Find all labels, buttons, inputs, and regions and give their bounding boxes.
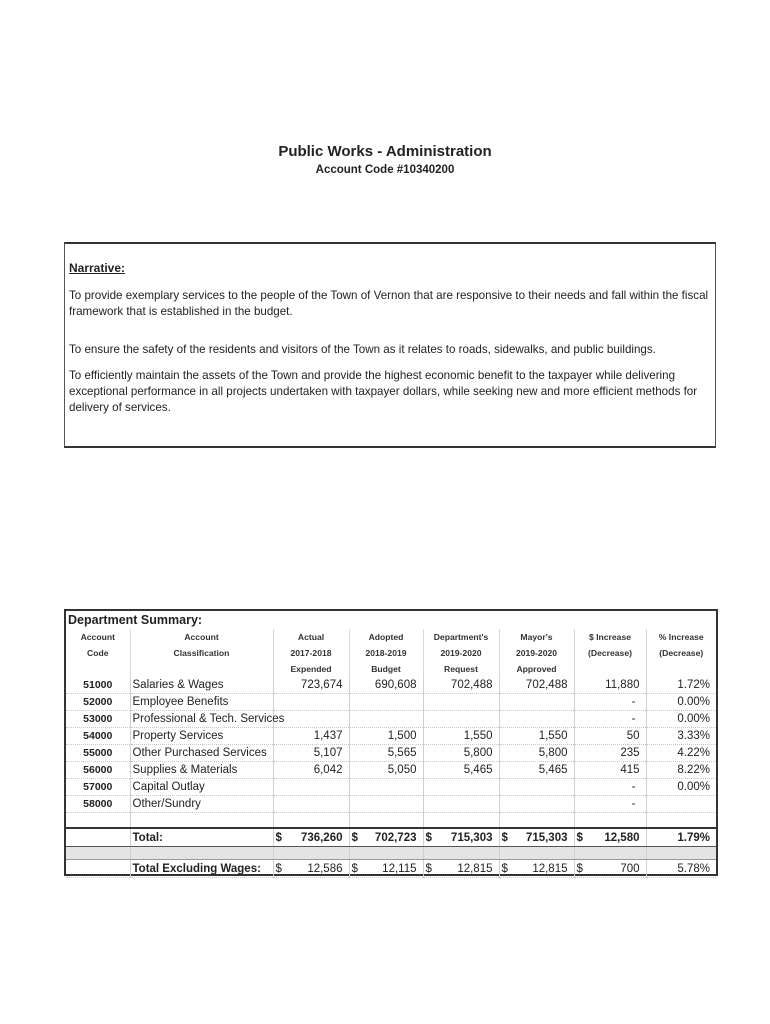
column-header: Adopted 2018-2019 Budget	[349, 629, 423, 677]
total-increase-cell: $ 12,580	[574, 828, 646, 847]
table-header-row	[66, 629, 716, 677]
actual-cell	[273, 694, 349, 711]
column-header: Actual 2017-2018 Expended	[273, 629, 349, 677]
currency-symbol: $	[425, 831, 432, 844]
currency-symbol: $	[501, 862, 508, 875]
excl-percent-cell: 5.78%	[646, 860, 716, 878]
adopted-cell: 5,050	[349, 762, 423, 779]
actual-cell: 723,674	[273, 677, 349, 694]
percent-cell: 4.22%	[646, 745, 716, 762]
approved-cell	[499, 694, 574, 711]
account-code: Account Code #10340200	[315, 164, 455, 176]
percent-cell: 0.00%	[646, 779, 716, 796]
adopted-cell	[349, 779, 423, 796]
column-header: % Increase (Decrease)	[658, 632, 704, 658]
empty-cell	[66, 813, 130, 829]
approved-cell: 702,488	[499, 677, 574, 694]
excl-increase-cell: $ 700	[574, 860, 646, 878]
column-header: Account Code	[66, 629, 130, 677]
request-cell: 5,800	[423, 745, 499, 762]
excl-adopted-cell: $ 12,115	[349, 860, 423, 878]
page-title: Public Works - Administration	[278, 143, 492, 160]
percent-cell: 3.33%	[646, 728, 716, 745]
empty-cell	[273, 847, 349, 860]
increase-cell: 235	[574, 745, 646, 762]
total-excluding-wages-row	[66, 860, 716, 878]
narrative-paragraph: To ensure the safety of the residents and visitors of the Town as it relates to roads, sidewalks, and public buildings.	[69, 343, 656, 356]
total-row	[66, 828, 716, 847]
classification-cell: Professional & Tech. Services	[130, 711, 273, 728]
account-code-cell: 58000	[66, 796, 130, 813]
adopted-cell	[349, 694, 423, 711]
increase-cell: 415	[574, 762, 646, 779]
account-code-cell: 57000	[66, 779, 130, 796]
department-summary	[64, 609, 718, 876]
actual-cell: 1,437	[273, 728, 349, 745]
empty-cell	[130, 847, 273, 860]
request-cell	[423, 711, 499, 728]
empty-cell	[646, 847, 716, 860]
approved-cell: 1,550	[499, 728, 574, 745]
empty-cell	[499, 847, 574, 860]
increase-cell: 11,880	[574, 677, 646, 694]
empty-cell	[130, 813, 273, 829]
column-header: Department's 2019-2020 Request	[423, 629, 499, 677]
increase-cell: -	[574, 711, 646, 728]
adopted-cell	[349, 711, 423, 728]
percent-cell: 0.00%	[646, 694, 716, 711]
increase-cell: -	[574, 694, 646, 711]
shaded-divider-row	[66, 847, 716, 860]
total-excluding-wages-label: Total Excluding Wages:	[130, 860, 273, 878]
percent-cell: 0.00%	[646, 711, 716, 728]
total-percent-cell: 1.79%	[646, 828, 716, 847]
table-row	[66, 677, 716, 694]
classification-cell: Salaries & Wages	[130, 677, 273, 694]
actual-cell	[273, 796, 349, 813]
request-cell	[423, 796, 499, 813]
column-header: Mayor's 2019-2020 Approved	[499, 629, 574, 677]
currency-symbol: $	[576, 862, 583, 875]
request-cell	[423, 694, 499, 711]
total-adopted-cell: $ 702,723	[349, 828, 423, 847]
approved-cell	[499, 711, 574, 728]
approved-cell: 5,800	[499, 745, 574, 762]
request-cell: 5,465	[423, 762, 499, 779]
total-actual-cell: $ 736,260	[273, 828, 349, 847]
total-approved-cell: $ 715,303	[499, 828, 574, 847]
empty-cell	[349, 847, 423, 860]
classification-cell: Employee Benefits	[130, 694, 273, 711]
currency-symbol: $	[425, 862, 432, 875]
currency-symbol: $	[351, 831, 358, 844]
increase-cell: 50	[574, 728, 646, 745]
page-header	[0, 143, 770, 176]
column-header: Account Classification	[130, 629, 273, 677]
adopted-cell	[349, 796, 423, 813]
increase-cell: -	[574, 779, 646, 796]
narrative-paragraph: To provide exemplary services to the people of the Town of Vernon that are responsive to their needs and fall within the fiscal framework that is established in the budget.	[69, 289, 709, 318]
actual-cell	[273, 711, 349, 728]
empty-cell	[349, 813, 423, 829]
empty-cell	[574, 847, 646, 860]
adopted-cell: 5,565	[349, 745, 423, 762]
spacer-row	[66, 813, 716, 829]
request-cell: 1,550	[423, 728, 499, 745]
increase-cell: -	[574, 796, 646, 813]
classification-cell: Other Purchased Services	[130, 745, 273, 762]
empty-cell	[646, 813, 716, 829]
empty-cell	[66, 860, 130, 878]
adopted-cell: 690,608	[349, 677, 423, 694]
narrative-heading: Narrative:	[69, 261, 126, 275]
actual-cell	[273, 779, 349, 796]
actual-cell: 5,107	[273, 745, 349, 762]
table-row	[66, 762, 716, 779]
percent-cell	[646, 796, 716, 813]
empty-cell	[423, 813, 499, 829]
excl-request-cell: $ 12,815	[423, 860, 499, 878]
percent-cell: 1.72%	[646, 677, 716, 694]
adopted-cell: 1,500	[349, 728, 423, 745]
empty-cell	[273, 813, 349, 829]
table-row	[66, 796, 716, 813]
account-code-cell: 55000	[66, 745, 130, 762]
narrative-paragraph: To efficiently maintain the assets of the Town and provide the highest economic benefit to the taxpayer while delivering exceptional performance in all projects undertaken with taxpayer dollars, while seeking new and more efficient methods for delivery of services.	[69, 369, 698, 414]
table-row	[66, 728, 716, 745]
table-row	[66, 779, 716, 796]
account-code-cell: 53000	[66, 711, 130, 728]
summary-title: Department Summary:	[68, 613, 203, 627]
table-row	[66, 745, 716, 762]
classification-cell: Supplies & Materials	[130, 762, 273, 779]
approved-cell: 5,465	[499, 762, 574, 779]
total-label: Total:	[130, 828, 273, 847]
summary-table	[66, 629, 716, 878]
empty-cell	[423, 847, 499, 860]
classification-cell: Property Services	[130, 728, 273, 745]
empty-cell	[66, 847, 130, 860]
narrative-box	[64, 242, 716, 448]
excl-actual-cell: $ 12,586	[273, 860, 349, 878]
account-code-cell: 56000	[66, 762, 130, 779]
approved-cell	[499, 796, 574, 813]
table-row	[66, 711, 716, 728]
request-cell: 702,488	[423, 677, 499, 694]
request-cell	[423, 779, 499, 796]
empty-cell	[499, 813, 574, 829]
actual-cell: 6,042	[273, 762, 349, 779]
currency-symbol: $	[576, 831, 583, 844]
percent-cell: 8.22%	[646, 762, 716, 779]
excl-approved-cell: $ 12,815	[499, 860, 574, 878]
account-code-cell: 54000	[66, 728, 130, 745]
classification-cell: Other/Sundry	[130, 796, 273, 813]
table-row	[66, 694, 716, 711]
currency-symbol: $	[275, 862, 282, 875]
approved-cell	[499, 779, 574, 796]
classification-cell: Capital Outlay	[130, 779, 273, 796]
empty-cell	[66, 828, 130, 847]
currency-symbol: $	[351, 862, 358, 875]
currency-symbol: $	[501, 831, 508, 844]
column-header: $ Increase (Decrease)	[574, 629, 646, 677]
account-code-cell: 51000	[66, 677, 130, 694]
account-code-cell: 52000	[66, 694, 130, 711]
currency-symbol: $	[275, 831, 282, 844]
empty-cell	[574, 813, 646, 829]
total-request-cell: $ 715,303	[423, 828, 499, 847]
